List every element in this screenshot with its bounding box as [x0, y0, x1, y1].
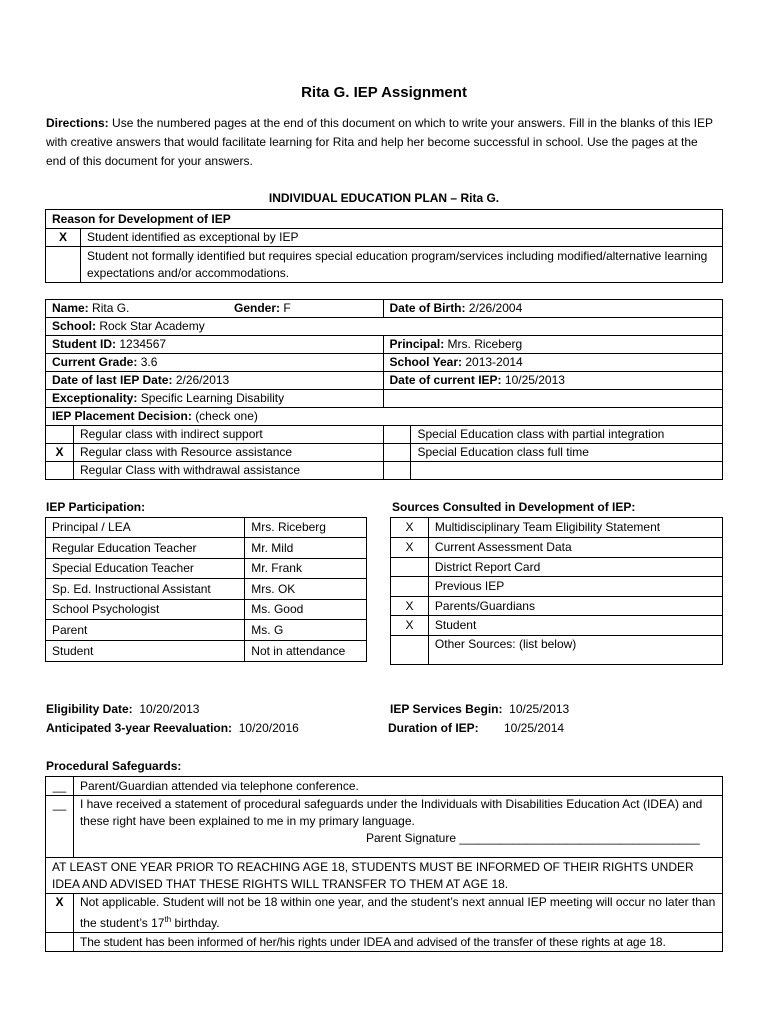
- safeguards-table: [45, 776, 723, 952]
- participation-heading: IEP Participation:: [46, 500, 146, 514]
- source-text: District Report Card: [428, 558, 722, 577]
- placement-mark: [383, 444, 411, 462]
- last-iep-value: 2/26/2013: [175, 373, 230, 387]
- source-mark: [391, 558, 429, 577]
- participation-table: [45, 517, 367, 662]
- source-text: Other Sources: (list below): [428, 636, 722, 665]
- participant-name: Ms. G: [245, 620, 367, 641]
- placement-option: Regular class with Resource assistance: [73, 444, 383, 462]
- principal-value: Mrs. Riceberg: [447, 337, 523, 351]
- reeval-line: [46, 721, 299, 735]
- placement-option: Regular class with indirect support: [73, 426, 383, 444]
- duration-label: Duration of IEP:: [388, 721, 479, 735]
- services-value: 10/25/2013: [509, 702, 570, 716]
- placement-cell: [46, 408, 723, 426]
- student-id-value: 1234567: [119, 337, 167, 351]
- blank-check: __: [46, 796, 74, 858]
- school-year-cell: [383, 354, 722, 372]
- source-mark: [391, 577, 429, 597]
- placement-mark: [46, 462, 74, 480]
- source-text: Student: [428, 616, 722, 636]
- source-mark: [391, 636, 429, 665]
- participant-role: Regular Education Teacher: [46, 538, 245, 559]
- grade-label: Current Grade:: [52, 355, 138, 369]
- age-notice: AT LEAST ONE YEAR PRIOR TO REACHING AGE 18, STUDENTS MUST BE INFORMED OF THEIR RIGHTS UNDER IDEA AND ADVISED THAT THESE RIGHTS WILL TRANSFER TO THEM AT AGE 18.: [46, 858, 723, 894]
- safeguards-heading: Procedural Safeguards:: [46, 759, 182, 773]
- duration-value: 10/25/2014: [504, 721, 565, 735]
- reason-table: [45, 209, 723, 283]
- placement-mark: [383, 426, 411, 444]
- empty-cell: [383, 390, 722, 408]
- placement-label: IEP Placement Decision:: [52, 409, 192, 423]
- school-cell: [46, 318, 723, 336]
- procedural-statement-cell: [73, 796, 722, 858]
- services-label: IEP Services Begin:: [390, 702, 503, 716]
- exceptionality-cell: [46, 390, 384, 408]
- not-applicable-cell: [73, 894, 722, 933]
- dob-value: 2/26/2004: [468, 301, 523, 315]
- empty-check: [46, 933, 74, 952]
- reeval-value: 10/20/2016: [238, 721, 299, 735]
- current-iep-value: 10/25/2013: [504, 373, 565, 387]
- procedural-statement: I have received a statement of procedural safeguards under the Individuals with Disabilities Education Act (IDEA) and these right have been explained to me in my primary language.: [79, 797, 703, 828]
- school-value: Rock Star Academy: [99, 319, 205, 333]
- gender-group: [234, 300, 291, 317]
- directions-text: Use the numbered pages at the end of this document on which to write your answers. Fill in the blanks of this IEP with creative answers that would facilitate learning for Rita and help her become successful in school. Use the pages at the end of this document for your answers.: [46, 116, 713, 168]
- student-table: [45, 299, 723, 480]
- source-text: Multidisciplinary Team Eligibility Statement: [428, 518, 722, 538]
- exceptionality-value: Specific Learning Disability: [140, 391, 285, 405]
- services-line: [390, 702, 569, 716]
- reason-header: Reason for Development of IEP: [46, 210, 723, 229]
- grade-value: 3.6: [140, 355, 158, 369]
- participant-name: Ms. Good: [245, 600, 367, 620]
- signature-label: Parent Signature: [365, 831, 457, 845]
- telephone-row: Parent/Guardian attended via telephone conference.: [73, 777, 722, 796]
- informed-rights: The student has been informed of her/his rights under IDEA and advised of the transfer of these rights at age 18.: [73, 933, 722, 952]
- directions: [46, 114, 718, 171]
- participant-role: Sp. Ed. Instructional Assistant: [46, 579, 245, 600]
- document-title: Rita G. IEP Assignment: [301, 84, 467, 101]
- participant-role: Principal / LEA: [46, 518, 245, 538]
- not-applicable-text: Not applicable. Student will not be 18 within one year, and the student’s next annual IEP meeting will occur no later than the student’s 17: [79, 895, 716, 930]
- placement-mark: [383, 462, 411, 480]
- participant-role: School Psychologist: [46, 600, 245, 620]
- blank-check: __: [46, 777, 74, 796]
- not-applicable-end: birthday.: [171, 916, 220, 930]
- na-mark: X: [46, 894, 74, 933]
- student-id-label: Student ID:: [52, 337, 116, 351]
- exceptionality-label: Exceptionality:: [52, 391, 138, 405]
- gender-label: Gender:: [234, 301, 281, 315]
- participant-name: Mr. Frank: [245, 559, 367, 579]
- placement-option: Special Education class full time: [411, 444, 723, 462]
- reason-mark-1: X: [46, 229, 81, 247]
- dob-label: Date of Birth:: [389, 301, 466, 315]
- name-cell: [46, 300, 384, 318]
- signature-blank: ____________________________________: [459, 831, 700, 845]
- participant-name: Mrs. OK: [245, 579, 367, 600]
- last-iep-cell: [46, 372, 384, 390]
- source-text: Previous IEP: [428, 577, 722, 597]
- participant-role: Student: [46, 641, 245, 662]
- placement-option: Regular Class with withdrawal assistance: [73, 462, 383, 480]
- participant-name: Mrs. Riceberg: [245, 518, 367, 538]
- principal-label: Principal:: [389, 337, 445, 351]
- last-iep-label: Date of last IEP Date:: [52, 373, 173, 387]
- participant-role: Special Education Teacher: [46, 559, 245, 579]
- sources-table: [390, 517, 723, 665]
- participant-name: Mr. Mild: [245, 538, 367, 559]
- eligibility-line: [46, 702, 199, 716]
- gender-value: F: [283, 301, 291, 315]
- reeval-label: Anticipated 3-year Reevaluation:: [46, 721, 233, 735]
- current-iep-label: Date of current IEP:: [389, 373, 502, 387]
- eligibility-label: Eligibility Date:: [46, 702, 133, 716]
- source-mark: X: [391, 616, 429, 636]
- school-year-label: School Year:: [389, 355, 462, 369]
- directions-label: Directions:: [46, 116, 109, 130]
- eligibility-value: 10/20/2013: [139, 702, 200, 716]
- school-year-value: 2013-2014: [465, 355, 523, 369]
- student-id-cell: [46, 336, 384, 354]
- participant-role: Parent: [46, 620, 245, 641]
- duration-line: [388, 721, 565, 735]
- reason-mark-2: [46, 247, 81, 283]
- placement-option: Special Education class with partial integration: [411, 426, 723, 444]
- reason-text-2: Student not formally identified but requires special education program/services including modified/alternative learning expectations and/or accommodations.: [81, 247, 723, 283]
- signature-line: [80, 830, 716, 847]
- source-mark: X: [391, 538, 429, 558]
- grade-cell: [46, 354, 384, 372]
- iep-heading: INDIVIDUAL EDUCATION PLAN – Rita G.: [268, 191, 500, 205]
- name-label: Name:: [52, 301, 89, 315]
- sources-heading: Sources Consulted in Development of IEP:: [392, 500, 636, 514]
- source-text: Current Assessment Data: [428, 538, 722, 558]
- source-mark: X: [391, 597, 429, 616]
- dob-cell: [383, 300, 722, 318]
- participant-name: Not in attendance: [245, 641, 367, 662]
- placement-option: [411, 462, 723, 480]
- placement-mark: X: [46, 444, 74, 462]
- name-value: Rita G.: [92, 301, 130, 315]
- source-text: Parents/Guardians: [428, 597, 722, 616]
- placement-note: (check one): [195, 409, 258, 423]
- source-mark: X: [391, 518, 429, 538]
- reason-text-1: Student identified as exceptional by IEP: [81, 229, 723, 247]
- ordinal-suffix: th: [164, 915, 172, 924]
- current-iep-cell: [383, 372, 722, 390]
- principal-cell: [383, 336, 722, 354]
- placement-mark: [46, 426, 74, 444]
- school-label: School:: [52, 319, 96, 333]
